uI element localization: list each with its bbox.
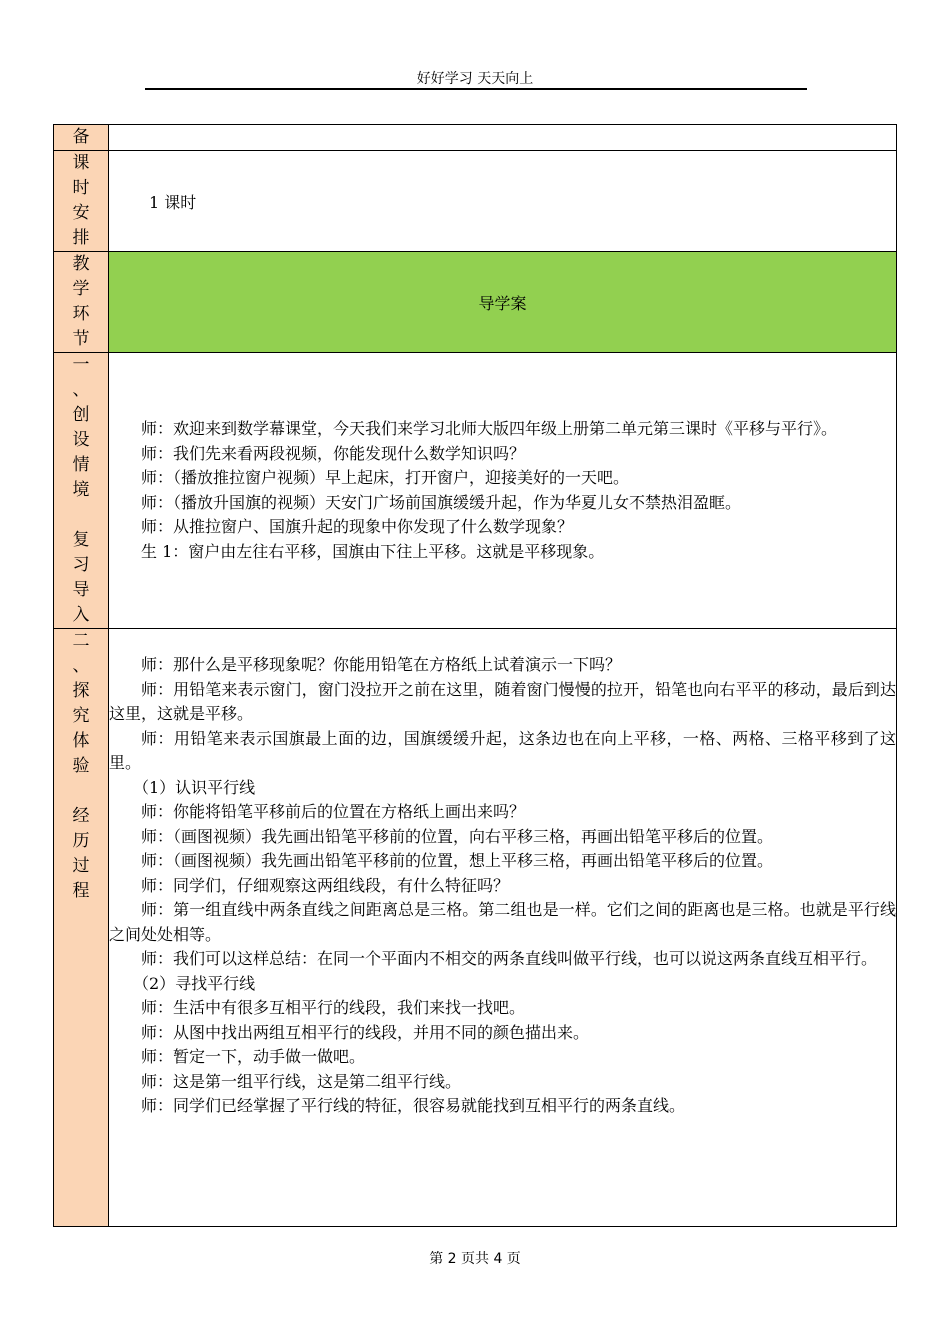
label-text: 教 学 环 节 [72, 254, 90, 349]
paragraph: 师：你能将铅笔平移前后的位置在方格纸上画出来吗？ [141, 802, 526, 821]
row-label-one [54, 353, 109, 629]
row-label-teach [54, 252, 109, 353]
table-row-time [54, 151, 897, 252]
paragraph: 师：从推拉窗户、国旗升起的现象中你发现了什么数学现象？ [141, 517, 574, 536]
row-label-bei [54, 125, 109, 151]
label-text: 课 时 安 排 [72, 153, 90, 248]
row-content-time [109, 151, 897, 252]
paragraph: 师：同学们，仔细观察这两组线段，有什么特征吗？ [141, 875, 510, 895]
paragraph: 师：第一组直线中两条直线之间距离总是三格。第二组也是一样。它们之间的距离也是三格。也就是平行线之间处处相等。 [109, 900, 896, 944]
row-content-two [109, 629, 897, 1227]
header-divider [145, 88, 807, 90]
label-text: 备 [72, 127, 90, 147]
paragraph: 师：我们可以这样总结：在同一个平面内不相交的两条直线叫做平行线，也可以说这两条直线互相平行。 [141, 949, 878, 968]
label-text: 二 、 探 究 体 验 经 历 过 程 [72, 631, 90, 901]
row-content-bei [109, 125, 897, 151]
subheading: （1）认识平行线 [133, 777, 256, 797]
paragraph: 师：暂定一下，动手做一做吧。 [141, 1047, 366, 1066]
row-label-two [54, 629, 109, 1227]
paragraph: 师：从图中找出两组互相平行的线段，并用不同的颜色描出来。 [141, 1022, 590, 1042]
paragraph: 师：用铅笔来表示窗门，窗门没拉开之前在这里，随着窗门慢慢的拉开，铅笔也向右平平的移动，最后到达这里，这就是平移。 [109, 679, 896, 723]
paragraph: 师：（播放推拉窗户视频）早上起床，打开窗户，迎接美好的一天吧。 [141, 468, 630, 487]
paragraph: 师：（画图视频）我先画出铅笔平移前的位置，想上平移三格，再画出铅笔平移后的位置。 [141, 851, 774, 870]
table-row-two [54, 629, 897, 1227]
lesson-duration: 1 课时 [149, 192, 197, 212]
section-heading-guide: 导学案 [109, 252, 897, 353]
paragraph: 师：欢迎来到数学幕课堂，今天我们来学习北师大版四年级上册第二单元第三课时《平移与平行》。 [141, 419, 838, 438]
label-text: 一 、 创 设 情 境 复 习 导 入 [72, 355, 90, 625]
paragraph: 师：同学们已经掌握了平行线的特征，很容易就能找到互相平行的两条直线。 [141, 1096, 686, 1115]
paragraph: 生 1：窗户由左往右平移，国旗由下往上平移。这就是平移现象。 [141, 541, 605, 561]
paragraph: 师：用铅笔来表示国旗最上面的边，国旗缓缓升起，这条边也在向上平移，一格、两格、三格平移到了这里。 [109, 728, 896, 772]
table-row-teach [54, 252, 897, 353]
table-row-one [54, 353, 897, 629]
paragraph-list [109, 417, 896, 564]
paragraph: 师：那什么是平移现象呢？你能用铅笔在方格纸上试着演示一下吗？ [141, 655, 622, 674]
page-footer: 第 2 页共 4 页 [429, 1251, 521, 1267]
lesson-plan-table [53, 124, 897, 1227]
row-content-one [109, 353, 897, 629]
page-header: 好好学习 天天向上 [416, 71, 534, 87]
paragraph: 师：这是第一组平行线，这是第二组平行线。 [141, 1071, 462, 1091]
paragraph: 师：（画图视频）我先画出铅笔平移前的位置，向右平移三格，再画出铅笔平移后的位置。 [141, 826, 774, 846]
row-label-time [54, 151, 109, 252]
paragraph: 师：（播放升国旗的视频）天安门广场前国旗缓缓升起，作为华夏儿女不禁热泪盈眶。 [141, 492, 742, 512]
paragraph: 师：生活中有很多互相平行的线段，我们来找一找吧。 [141, 998, 526, 1017]
subheading: （2）寻找平行线 [133, 973, 256, 993]
table-row-bei [54, 125, 897, 151]
paragraph: 师：我们先来看两段视频，你能发现什么数学知识吗？ [141, 443, 526, 463]
